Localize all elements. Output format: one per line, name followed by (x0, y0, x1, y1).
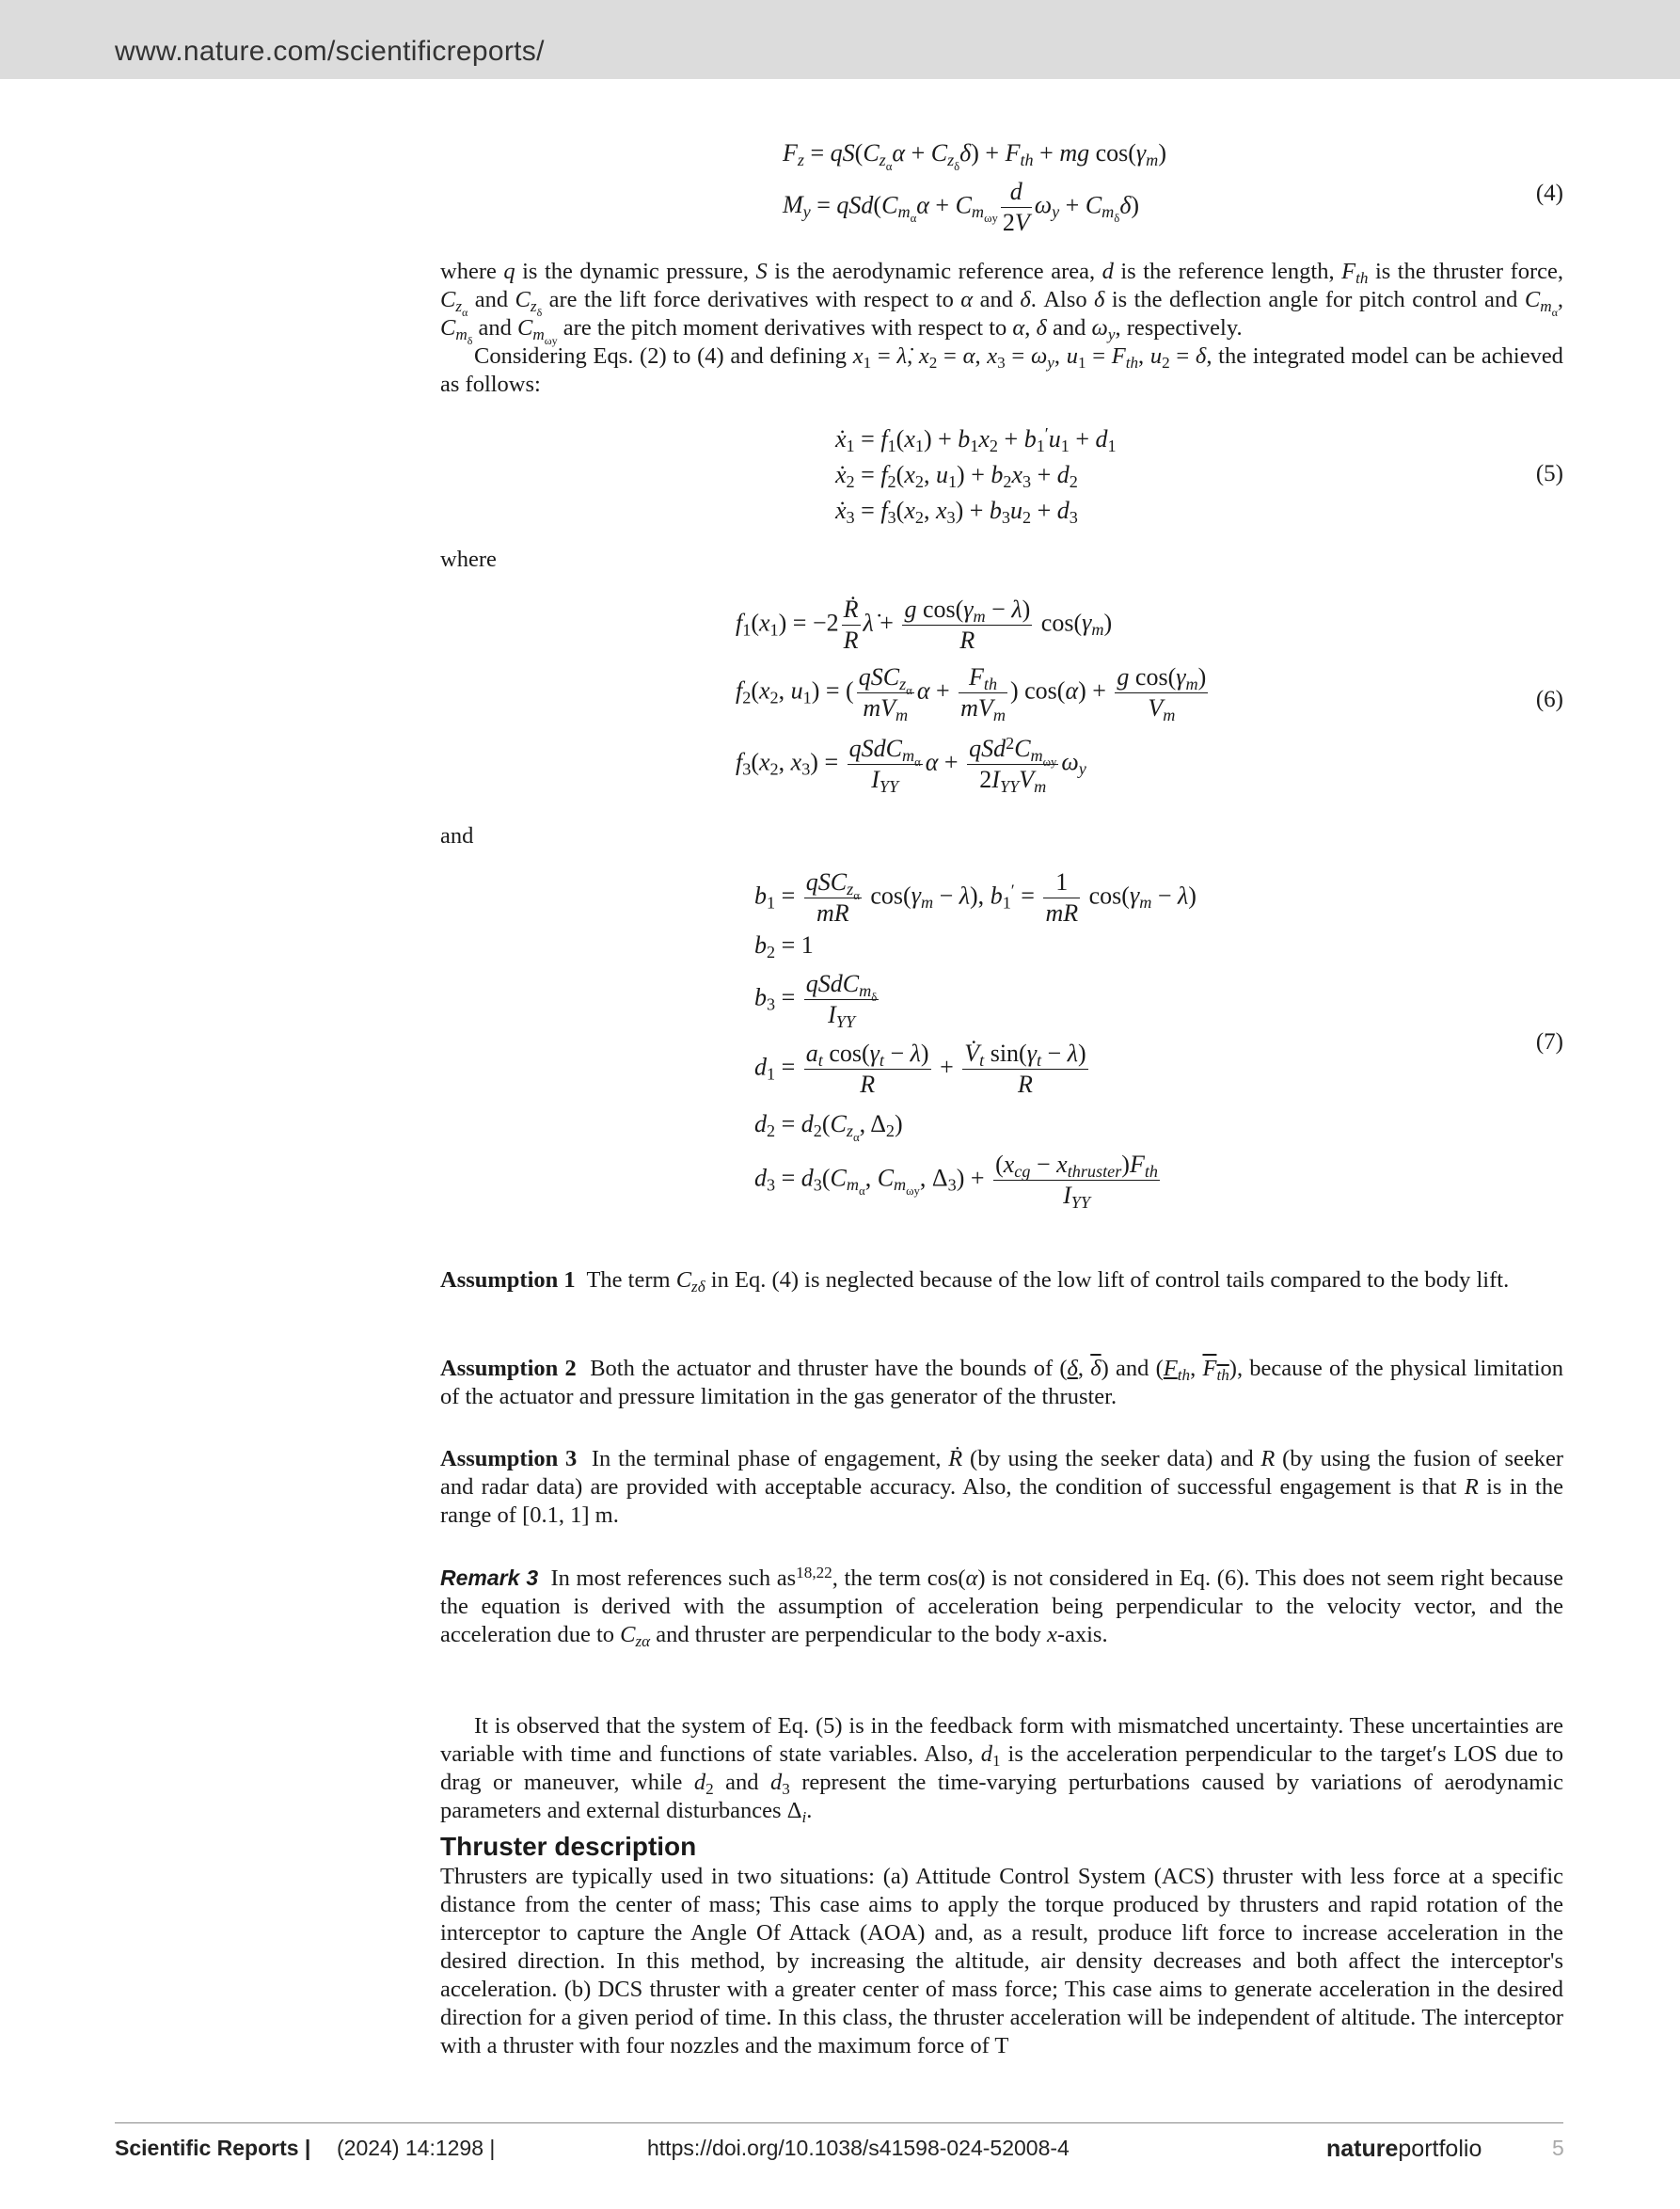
assumption-1: Assumption 1 The term $C_{z\delta}$ in Eq. (4) is neglected because of the low lift of control tails compared to the body lift. (440, 1267, 1510, 1295)
eq6-line1: $f_1(x_1) = -2$ $\frac{\text{Ṙ}}{R}$ λ̇ + $\frac{g \cos(\gamma_m - \lambda)}{R}$ $\cos(\gamma_m)$ (736, 596, 1113, 654)
eq4-number: (4) (1535, 181, 1563, 206)
eq7-line2: $b_2 = 1$ (754, 931, 814, 961)
eq6-line2: $f_2(x_2$, $u_1$) = ( $\frac{qSC_{z_\alpha}}{mV_m}$ α + $\frac{F_{th}}{mV_m}$ ) cos(α) + $\frac{g \cos(\gamma_m)}{V_m}$ (736, 663, 1207, 724)
section-thruster-description (440, 1831, 1563, 2060)
assumption-1-label: Assumption 1 (440, 1267, 576, 1293)
paragraph-definitions: where q is the dynamic pressure, S is the aerodynamic reference area, d is the reference length, $F_{th}$ is the thruster force, $C_{z_\alpha}$ and $C_{z_\delta}$ are the lift force derivatives with respect to α and δ. Also δ is the deflection angle for pitch control and $C_{m_\alpha}$, $C_{m_\delta}$ and $C_{m_{\omega y}}$ are the pitch moment derivatives with respect to α, δ and $\omega_y$, respectively. Considering Eqs. (2) to (4) and defining $x_1$ = λ̇, $x_2 = \alpha$, $x_3 = \omega_y$, $u_1 = F_{th}$, $u_2 = \delta$, the integrated model can be achieved as follows: (440, 259, 1564, 397)
eq5-line2: ẋ$_2$ = $f_2(x_2$, $u_1) + b_2x_3 + d_2$ (835, 461, 1078, 491)
eq6-number: (6) (1535, 687, 1563, 712)
where-label: where (440, 547, 497, 572)
eq6-line3: $f_3(x_2$, $x_3$) = $\frac{qSdC_{m_\alpha}}{I_{YY}}$ α + $\frac{qSd^2C_{m_{\omega y}}}{2I_{YY}V_m}$ $\omega_y$ (736, 734, 1086, 796)
remark-3: Remark 3 In most references such as$^{18,22}$, the term cos(α) is not considered in Eq. (6). This does not seem right because the equation is derived with the assumption of acceleration being perpendicular to the velocity vector, and the acceleration due to $C_{z\alpha}$ and thruster are perpendicular to the body x-axis. (440, 1564, 1563, 1650)
eq7-line3: $b_3$ = $\frac{qSdC_{m_\delta}}{I_{YY}}$ (754, 970, 878, 1031)
section-heading: Thruster description (440, 1832, 697, 1861)
eq4-line2: $M_y = qSd(C_{m_\alpha}\alpha + C_{m_{\omega y}}$ $\frac{d}{2V}$ $\omega_y + C_{m_\delta}\delta$) (783, 178, 1140, 236)
assumption-2: Assumption 2 Both the actuator and thruster have the bounds of (δ, $\overline{\delta}$) and ($F_{th}$, $F_{th}$), because of the physical limitation of the actuator and pressure limitation in the gas generator of the thruster. (440, 1356, 1564, 1409)
section-text: Thrusters are typically used in two situations: (a) Attitude Control System (ACS) thruster with less force at a specific distance from the center of mass; This case aims to apply the torque produced by thrusters and rapid rotation of the interceptor to capture the Angle Of Attack (AOA) and, as a result, produce lift force to increase acceleration in the desired direction. In this method, by increasing the altitude, air density decreases and both affect the interceptor's acceleration. (b) DCS thruster with a greater center of mass force; This case aims to generate acceleration in the desired direction for a given period of time. In this class, the thruster acceleration will be independent of altitude. The interceptor with a thruster with four nozzles and the maximum force of T (440, 1864, 1563, 2058)
paragraph-uncertainty: It is observed that the system of Eq. (5) is in the feedback form with mismatched uncertainty. These uncertainties are variable with time and functions of state variables. Also, $d_1$ is the acceleration perpendicular to the target′s LOS due to drag or maneuver, while $d_2$ and $d_3$ represent the time-varying perturbations caused by variations of aerodynamic parameters and external disturbances $\Delta_i$. (440, 1713, 1563, 1826)
and-label: and (440, 823, 474, 849)
eq5-line3: ẋ$_3$ = $f_3(x_2$, $x_3) + b_3u_2 + d_3$ (835, 497, 1078, 527)
eq7-line4: $d_1$ = $\frac{a_t \cos(\gamma_t - \lambda)}{R}$ + $\frac{V̇_t \sin(\gamma_t - \lambda)}{R}$ (754, 1040, 1086, 1098)
eq5-number: (5) (1535, 461, 1563, 486)
assumption-3: Assumption 3 In the terminal phase of engagement, Ṙ (by using the seeker data) and R (by using the fusion of seeker and radar data) are provided with acceptable accuracy. Also, the condition of successful engagement is that R is in the range of [0.1, 1] m. (440, 1446, 1564, 1528)
header-url[interactable]: www.nature.com/scientificreports/ (115, 36, 545, 67)
remark-3-label: Remark 3 (440, 1565, 539, 1590)
eq7-number: (7) (1535, 1029, 1563, 1055)
assumption-3-label: Assumption 3 (440, 1446, 578, 1471)
eq7-line6: $d_3 = d_3(C_{m_\alpha}$, $C_{m_{\omega y}}$, $\Delta_3$) + $\frac{(x_{cg} - x_{thruster})F_{th}}{I_{YY}}$ (754, 1151, 1159, 1212)
eq4-line1: $F_z = qS(C_{z_\alpha}\alpha + C_{z_\delta}\delta) + F_{th}$ + mg $\cos(\gamma_m)$ (783, 139, 1166, 173)
footer-volume: (2024) 14:1298 | (337, 2136, 496, 2160)
footer-journal: Scientific Reports | (115, 2136, 311, 2160)
assumption-2-label: Assumption 2 (440, 1356, 577, 1381)
header-bar (0, 0, 1680, 79)
footer-doi[interactable]: https://doi.org/10.1038/s41598-024-52008-4 (647, 2136, 1070, 2160)
footer-rule (115, 2122, 1563, 2123)
eq7-line5: $d_2 = d_2(C_{z_\alpha}$, $\Delta_2$) (754, 1110, 903, 1144)
paragraph-integrated-model: Considering Eqs. (2) to (4) and defining $x_1$ = λ̇, $x_2 = \alpha$, $x_3 = \omega_y$, $u_1 = F_{th}$, $u_2 = \delta$, the integrated model can be achieved as follows: (440, 343, 1563, 397)
eq5-line1: ẋ$_1$ = $f_1(x_1) + b_1x_2 + b_1'u_1 + d_1$ (835, 424, 1117, 455)
eq7-line1: $b_1$ = $\frac{qSC_{z_\alpha}}{mR}$ $\cos(\gamma_m - \lambda)$, $b_1'$ = $\frac{1}{mR}$ $\cos(\gamma_m - \lambda)$ (754, 868, 1197, 927)
page-number: 5 (1552, 2136, 1564, 2160)
nature-portfolio-logo: natureportfolio (1326, 2136, 1482, 2162)
